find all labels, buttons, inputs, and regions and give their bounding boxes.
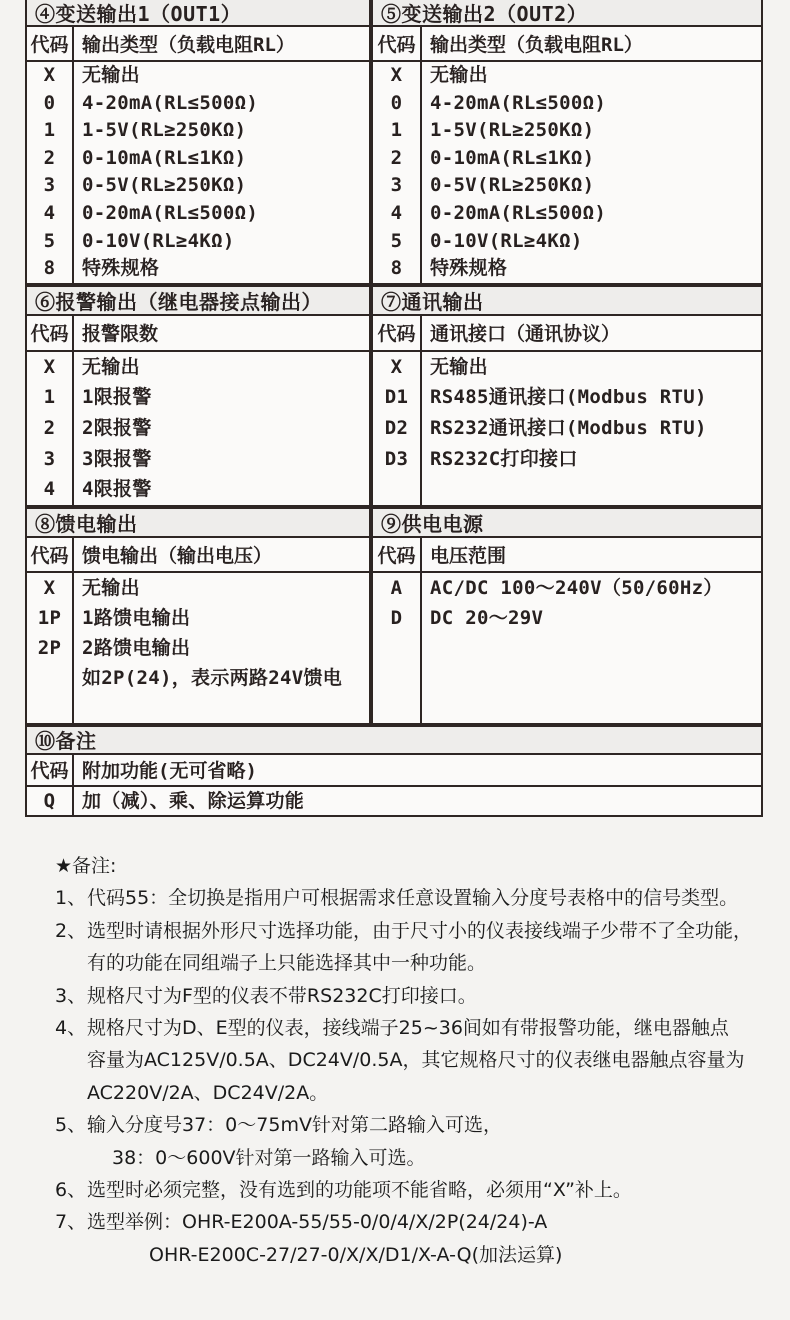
note-lines [87,1109,775,1174]
description-cell: RS485通讯接口(Modbus RTU) [430,386,707,409]
section-data [27,352,369,505]
section-table-comm [371,285,763,507]
code-cell [27,663,72,693]
description-cell: 2路馈电输出 [82,636,191,659]
description-cell: 3限报警 [82,447,152,470]
note-lines [87,915,775,980]
description-column-header: 电压范围 [430,544,507,567]
note-line: 规格尺寸为D、E型的仪表，接线端子25~36间如有带报警功能，继电器触点 [87,1017,729,1040]
code-cell: 1 [390,119,403,142]
column-header-row [373,316,761,352]
section-title: ⑦通讯输出 [373,287,761,316]
code-cell: D2 [384,416,409,439]
code-cell: X [43,576,56,599]
code-cell: 0 [43,91,56,114]
table-row-group [25,725,763,817]
description-column [422,573,761,723]
description-cell: 0-10mA(RL≤1KΩ) [430,146,595,169]
table-row-group [25,285,763,507]
note-number: 5、 [55,1114,87,1137]
description-cell: 无输出 [430,355,488,378]
code-cell: 2P [37,636,62,659]
section-table-out2 [371,0,763,285]
description-cell: 0-10V(RL≥4KΩ) [430,229,583,252]
column-header-row [27,316,369,352]
description-cell: 2限报警 [82,416,152,439]
section-title: ④变送输出1（OUT1） [27,0,369,27]
code-column [373,573,422,723]
note-line: 选型时请根据外形尺寸选择功能，由于尺寸小的仪表接线端子少带不了全功能， [87,919,753,942]
description-cell: 如2P(24)，表示两路24V馈电 [82,666,343,689]
note-item [55,1012,775,1109]
code-cell: 1 [43,119,56,142]
code-cell: Q [43,789,56,812]
description-column-header: 附加功能(无可省略) [82,760,257,783]
code-column-header: 代码 [27,755,74,785]
code-cell: 4 [390,201,403,224]
note-line: AC220V/2A、DC24V/2A。 [87,1081,329,1104]
note-line: 规格尺寸为F型的仪表不带RS232C打印接口。 [87,984,477,1007]
note-lines [87,1012,775,1109]
code-cell: 8 [390,257,403,280]
section-title: ⑨供电电源 [373,509,761,538]
code-column [27,787,74,815]
section-table-remark [25,725,763,817]
note-line: 容量为AC125V/0.5A、DC24V/0.5A，其它规格尺寸的仪表继电器触点容量为 [87,1049,745,1072]
code-column-header: 代码 [27,316,74,350]
description-column [74,573,369,723]
section-title: ⑤变送输出2（OUT2） [373,0,761,27]
description-cell: 0-20mA(RL≤500Ω) [82,201,259,224]
code-column [373,352,422,505]
note-line: 选型举例：OHR-E200A-55/55-0/0/4/X/2P(24/24)-A [87,1211,548,1234]
description-cell: RS232通讯接口(Modbus RTU) [430,416,707,439]
code-column [373,62,422,283]
code-cell: 5 [43,229,56,252]
description-cell: DC 20～29V [430,606,544,629]
description-cell: 加（减）、乘、除运算功能 [82,789,305,812]
code-cell: X [43,355,56,378]
description-column [422,62,761,283]
code-cell: 1 [43,386,56,409]
note-number: 7、 [55,1211,87,1234]
description-cell: 无输出 [430,64,488,86]
code-column-header: 代码 [373,27,422,60]
note-line: 选型时必须完整，没有选到的功能项不能省略，必须用“X”补上。 [87,1179,632,1202]
description-cell: 0-5V(RL≥250KΩ) [82,174,247,197]
section-table-feed [25,507,371,725]
code-column [27,62,74,283]
note-item [55,1109,775,1174]
column-header-row [27,538,369,573]
code-cell: X [390,64,403,86]
note-line: 代码55：全切换是指用户可根据需求任意设置输入分度号表格中的信号类型。 [87,887,739,910]
description-cell: 特殊规格 [82,257,160,280]
note-lines [87,980,775,1012]
description-column [74,62,369,283]
description-column-header: 报警限数 [82,323,159,346]
description-cell: 4限报警 [82,478,152,501]
code-cell: 8 [43,257,56,280]
description-cell: 无输出 [82,355,140,378]
description-cell: 0-10mA(RL≤1KΩ) [82,146,247,169]
section-title: ⑥报警输出（继电器接点输出） [27,287,369,316]
description-cell: 4-20mA(RL≤500Ω) [82,91,259,114]
code-cell: 2 [43,416,56,439]
code-cell: 5 [390,229,403,252]
description-cell: 0-5V(RL≥250KΩ) [430,174,595,197]
notes-section [55,850,775,1271]
description-column-header: 输出类型（负载电阻RL） [82,34,295,56]
code-column-header: 代码 [27,538,74,571]
notes-list [55,882,775,1271]
code-column-header: 代码 [27,27,74,60]
description-column [74,352,369,505]
section-data [373,352,761,505]
code-cell: 3 [43,447,56,470]
code-column-header: 代码 [373,538,422,571]
note-line: OHR-E200C-27/27-0/X/X/D1/X-A-Q(加法运算) [149,1243,563,1266]
section-title: ⑧馈电输出 [27,509,369,538]
description-cell: 1限报警 [82,386,152,409]
note-number: 1、 [55,887,87,910]
note-number: 2、 [55,919,87,942]
code-column [27,352,74,505]
code-column-header: 代码 [373,316,422,350]
code-cell: 3 [43,174,56,197]
note-lines [87,1206,775,1271]
column-header-row [373,27,761,62]
description-cell: 1-5V(RL≥250KΩ) [82,119,247,142]
note-line: 输入分度号37：0～75mV针对第二路输入可选， [87,1114,502,1137]
code-column [27,573,74,723]
section-data [27,62,369,283]
description-cell: 0-20mA(RL≤500Ω) [430,201,607,224]
code-cell: D [390,606,403,629]
note-item [55,882,775,914]
note-number: 3、 [55,984,87,1007]
table-row-group [25,0,763,285]
description-cell: 0-10V(RL≥4KΩ) [82,229,235,252]
section-data [27,573,369,723]
section-data [373,573,761,723]
note-number: 4、 [55,1017,87,1040]
code-cell: 2 [43,146,56,169]
column-header-row [27,27,369,62]
code-cell: 3 [390,174,403,197]
note-number: 6、 [55,1179,87,1202]
code-cell: A [390,576,403,599]
description-column [74,787,761,815]
code-cell: X [43,64,56,86]
description-cell: 特殊规格 [430,257,508,280]
code-cell: D1 [384,386,409,409]
description-cell: 无输出 [82,576,140,599]
code-cell: 0 [390,91,403,114]
description-cell: AC/DC 100～240V（50/60Hz） [430,576,723,599]
note-item [55,980,775,1012]
note-item [55,915,775,980]
section-title: ⑩备注 [27,727,761,755]
note-item [55,1174,775,1206]
note-lines [87,1174,775,1206]
code-cell: X [390,355,403,378]
description-cell: 1路馈电输出 [82,606,191,629]
description-cell: 无输出 [82,64,140,86]
note-item [55,1206,775,1271]
code-cell: D3 [384,447,409,470]
selection-tables [25,0,763,817]
section-data [27,787,761,815]
section-table-out1 [25,0,371,285]
column-header-row [373,538,761,573]
notes-title: ★备注: [55,855,117,877]
note-line: 有的功能在同组端子上只能选择其中一种功能。 [87,952,487,975]
description-column-header: 输出类型（负载电阻RL） [430,34,643,56]
code-cell: 1P [37,606,62,629]
description-column-header: 馈电输出（输出电压） [82,544,273,567]
description-column [422,352,761,505]
column-header-row [27,755,761,787]
section-data [373,62,761,283]
section-table-alarm [25,285,371,507]
code-cell: 2 [390,146,403,169]
description-cell: RS232C打印接口 [430,447,578,470]
code-cell: 4 [43,478,56,501]
description-cell: 1-5V(RL≥250KΩ) [430,119,595,142]
description-column-header: 通讯接口（通讯协议） [430,323,621,346]
section-table-supply [371,507,763,725]
table-row-group [25,507,763,725]
note-line: 38：0～600V针对第一路输入可选。 [112,1146,426,1169]
note-lines [87,882,775,914]
description-cell: 4-20mA(RL≤500Ω) [430,91,607,114]
code-cell: 4 [43,201,56,224]
